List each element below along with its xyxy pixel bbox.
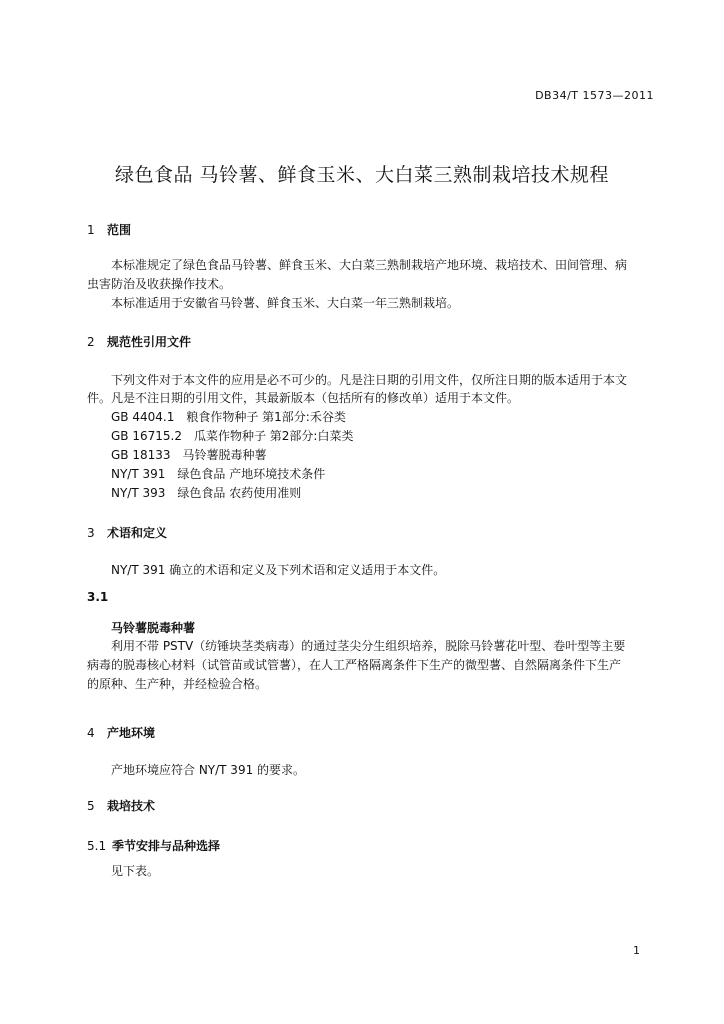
definition-continuation: 的原种、生产种，并经检验合格。: [87, 677, 268, 691]
paragraph-continuation: 件。凡是不注日期的引用文件，其最新版本（包括所有的修改单）适用于本文件。: [87, 391, 520, 405]
paragraph: 产地环境应符合 NY/T 391 的要求。: [111, 763, 306, 777]
reference-item: NY/T 391 绿色食品 产地环境技术条件: [111, 467, 326, 481]
section-title: 产地环境: [107, 726, 156, 740]
paragraph: 下列文件对于本文件的应用是必不可少的。凡是注日期的引用文件，仅所注日期的版本适用于本文: [111, 373, 628, 387]
definition: 利用不带 PSTV（纺锤块茎类病毒）的通过茎尖分生组织培养，脱除马铃薯花叶型、卷叶型等主要: [111, 639, 626, 653]
section-1-heading: [87, 221, 131, 238]
term-title: 马铃薯脱毒种薯: [111, 621, 196, 635]
section-number: 1: [87, 223, 95, 237]
section-number: 2: [87, 335, 95, 349]
paragraph: NY/T 391 确立的术语和定义及下列术语和定义适用于本文件。: [111, 563, 446, 577]
subsection-title: 季节安排与品种选择: [112, 839, 221, 853]
reference-item: GB 18133 马铃薯脱毒种薯: [111, 448, 267, 462]
subsection-number: 5.1: [87, 839, 107, 853]
paragraph: 本标准适用于安徽省马铃薯、鲜食玉米、大白菜一年三熟制栽培。: [111, 296, 460, 310]
subsection-3-1-number: 3.1: [87, 590, 109, 604]
section-5-heading: [87, 797, 155, 814]
paragraph-continuation: 虫害防治及收获操作技术。: [87, 277, 232, 291]
section-number: 4: [87, 726, 95, 740]
section-number: 3: [87, 526, 95, 540]
reference-item: GB 4404.1 粮食作物种子 第1部分:禾谷类: [111, 410, 346, 424]
section-3-heading: [87, 524, 167, 541]
section-title: 栽培技术: [107, 799, 156, 813]
section-2-heading: [87, 333, 191, 350]
page-number: 1: [633, 944, 640, 957]
paragraph: 本标准规定了绿色食品马铃薯、鲜食玉米、大白菜三熟制栽培产地环境、栽培技术、田间管理、病: [111, 258, 628, 272]
section-number: 5: [87, 799, 95, 813]
section-title: 规范性引用文件: [107, 335, 192, 349]
subsection-5-1-heading: [87, 837, 220, 854]
reference-item: NY/T 393 绿色食品 农药使用准则: [111, 486, 302, 500]
standard-code: DB34/T 1573—2011: [535, 89, 654, 102]
section-4-heading: [87, 724, 155, 741]
reference-item: GB 16715.2 瓜菜作物种子 第2部分:白菜类: [111, 429, 354, 443]
paragraph: 见下表。: [111, 864, 160, 878]
document-title: 绿色食品 马铃薯、鲜食玉米、大白菜三熟制栽培技术规程: [114, 164, 610, 186]
section-title: 术语和定义: [107, 526, 168, 540]
section-title: 范围: [107, 223, 132, 237]
definition-continuation: 病毒的脱毒核心材料（试管苗或试管薯），在人工严格隔离条件下生产的微型薯、自然隔离条件下生产: [87, 658, 622, 672]
